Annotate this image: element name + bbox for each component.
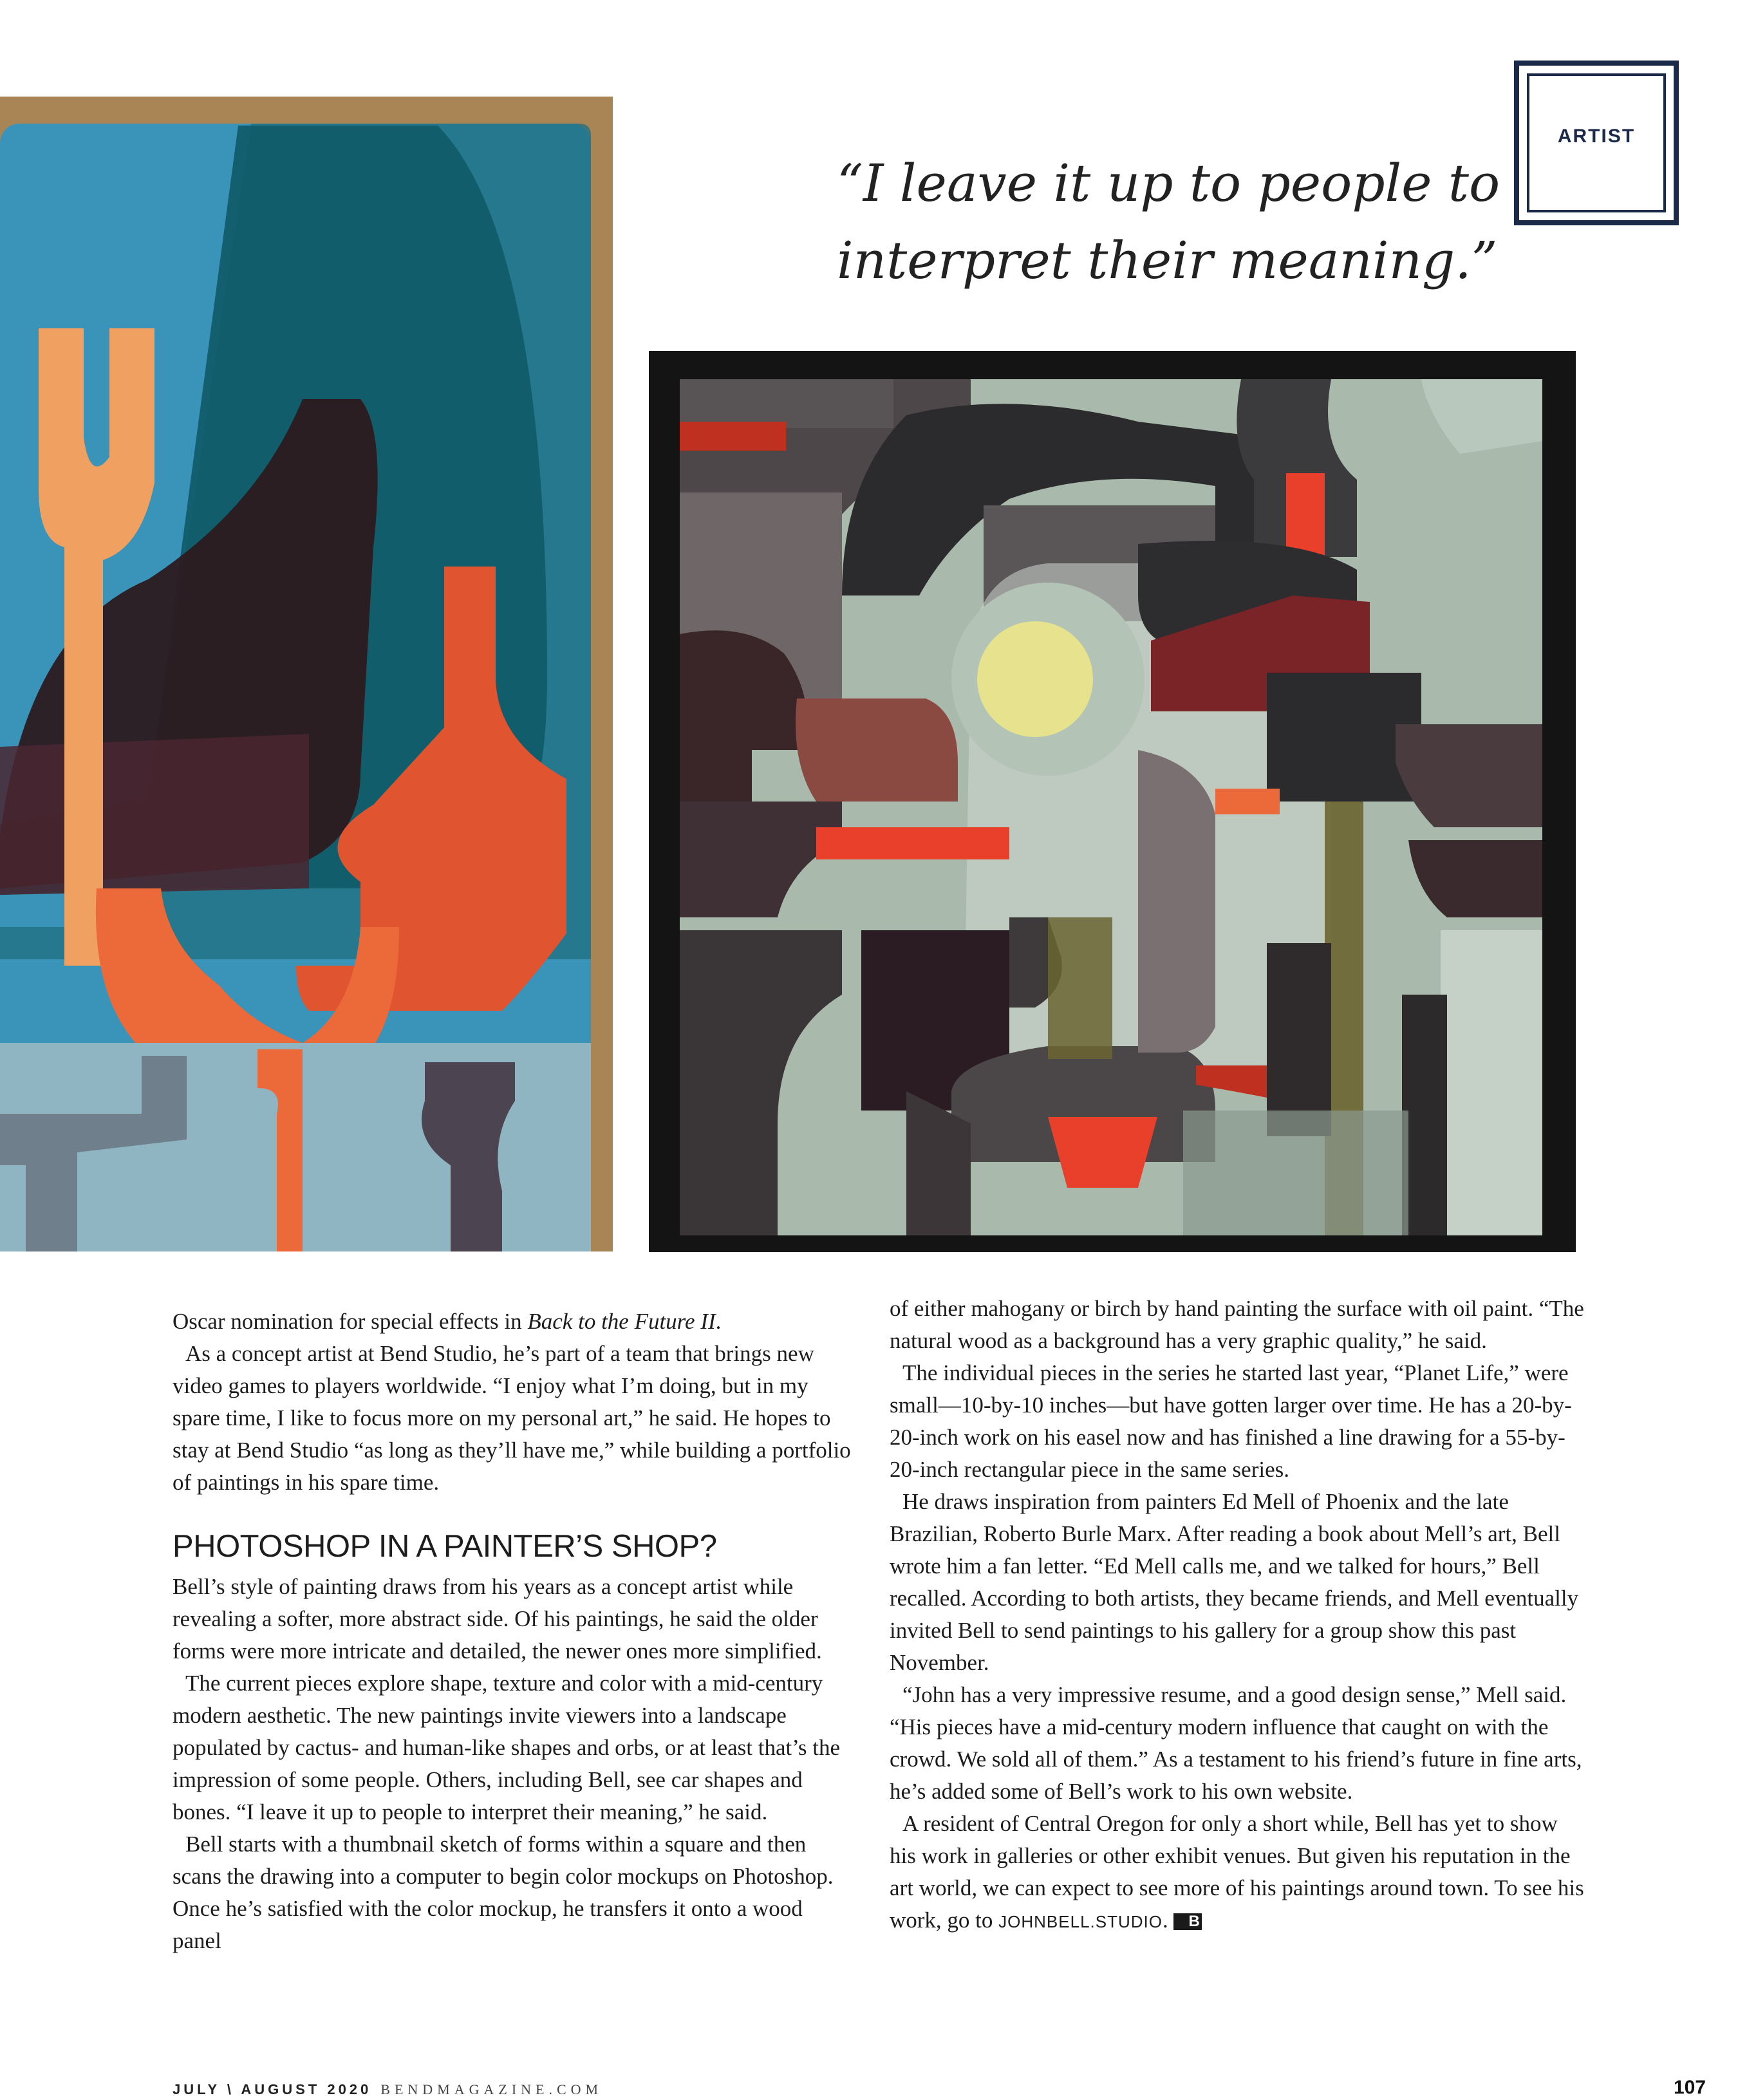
end-mark-icon: B <box>1173 1913 1201 1930</box>
section-badge <box>1514 61 1679 225</box>
section-badge-frame <box>1527 73 1666 212</box>
paragraph-text: Oscar nomination for special effects in <box>173 1309 528 1334</box>
paragraph: “John has a very impressive resume, and a good design sense,” Mell said. “His pieces have a mid-century modern influence that caught on with the crowd. We sold all of them.” As a testament to his friend’s future in fine arts, he’s added some of Bell’s work to his own website. <box>890 1682 1582 1804</box>
painting-right-artwork <box>649 351 1576 1252</box>
pull-quote <box>837 145 1500 299</box>
magazine-website: BENDMAGAZINE.COM <box>380 2081 603 2097</box>
painting-left <box>0 97 613 1252</box>
page-number: 107 <box>1674 2077 1706 2098</box>
paragraph: The current pieces explore shape, texture and color with a mid-century modern aesthetic. The new paintings invite viewers into a landscape populated by cactus- and human-like shapes and orbs, or at least that’s the impression of some people. Others, including Bell, see car shapes and bones. “I leave it up to people to interpret their meaning,” he said. <box>173 1671 841 1824</box>
paragraph: Bell starts with a thumbnail sketch of forms within a square and then scans the drawing into a computer to begin color mockups on Photoshop. Once he’s satisfied with the color mockup, he transfers it onto a wood panel <box>173 1832 834 1953</box>
website-link[interactable]: JOHNBELL.STUDIO <box>998 1912 1163 1931</box>
painting-right <box>649 351 1576 1252</box>
section-label: ARTIST <box>1557 126 1636 147</box>
article-column-right <box>890 1293 1585 1938</box>
paragraph <box>173 1306 855 1338</box>
film-title: Back to the Future II <box>527 1309 716 1334</box>
pull-quote-line-2: interpret their meaning.” <box>837 230 1498 290</box>
page-footer <box>173 2081 603 2098</box>
paragraph: of either mahogany or birch by hand painting the surface with oil paint. “The natural wood as a background has a very graphic quality,” he said. <box>890 1296 1584 1353</box>
pull-quote-line-1: “I leave it up to people to <box>837 153 1500 213</box>
paragraph: The individual pieces in the series he started last year, “Planet Life,” were small—10-by-10 inches—but have gotten larger over time. He has a 20-by-20-inch work on his easel now and has finished a line drawing for a 55-by-20-inch rectangular piece in the same series. <box>890 1360 1572 1482</box>
issue-date: JULY \ AUGUST 2020 <box>173 2081 372 2097</box>
paragraph: As a concept artist at Bend Studio, he’s part of a team that brings new video games to players worldwide. “I enjoy what I’m doing, but in my spare time, I like to focus more on my personal art,” he said. He hopes to stay at Bend Studio “as long as they’ll have me,” while building a portfolio of paintings in his spare time. <box>173 1341 851 1495</box>
section-subheading: PHOTOSHOP IN A PAINTER’S SHOP? <box>173 1529 717 1564</box>
paragraph-text: . <box>1162 1908 1168 1933</box>
paragraph: Bell’s style of painting draws from his years as a concept artist while revealing a softer, more abstract side. Of his paintings, he said the older forms were more intricate and detailed, the newer ones more simplified. <box>173 1574 822 1664</box>
article-column-left <box>173 1306 855 1957</box>
paragraph <box>890 1808 1585 1938</box>
paragraph-text: A resident of Central Oregon for only a short while, Bell has yet to show his work in galleries or other exhibit venues. But given his reputation in the art world, we can expect to see more of his paintings around town. To see his work, go to <box>890 1811 1584 1933</box>
paragraph-text: . <box>715 1309 722 1334</box>
painting-left-artwork <box>0 97 613 1252</box>
paragraph: He draws inspiration from painters Ed Mell of Phoenix and the late Brazilian, Roberto Burle Marx. After reading a book about Mell’s art, Bell wrote him a fan letter. “Ed Mell calls me, and we talked for hours,” Bell recalled. According to both artists, they became friends, and Mell eventually invited Bell to send paintings to his gallery for a group show this past November. <box>890 1489 1579 1675</box>
